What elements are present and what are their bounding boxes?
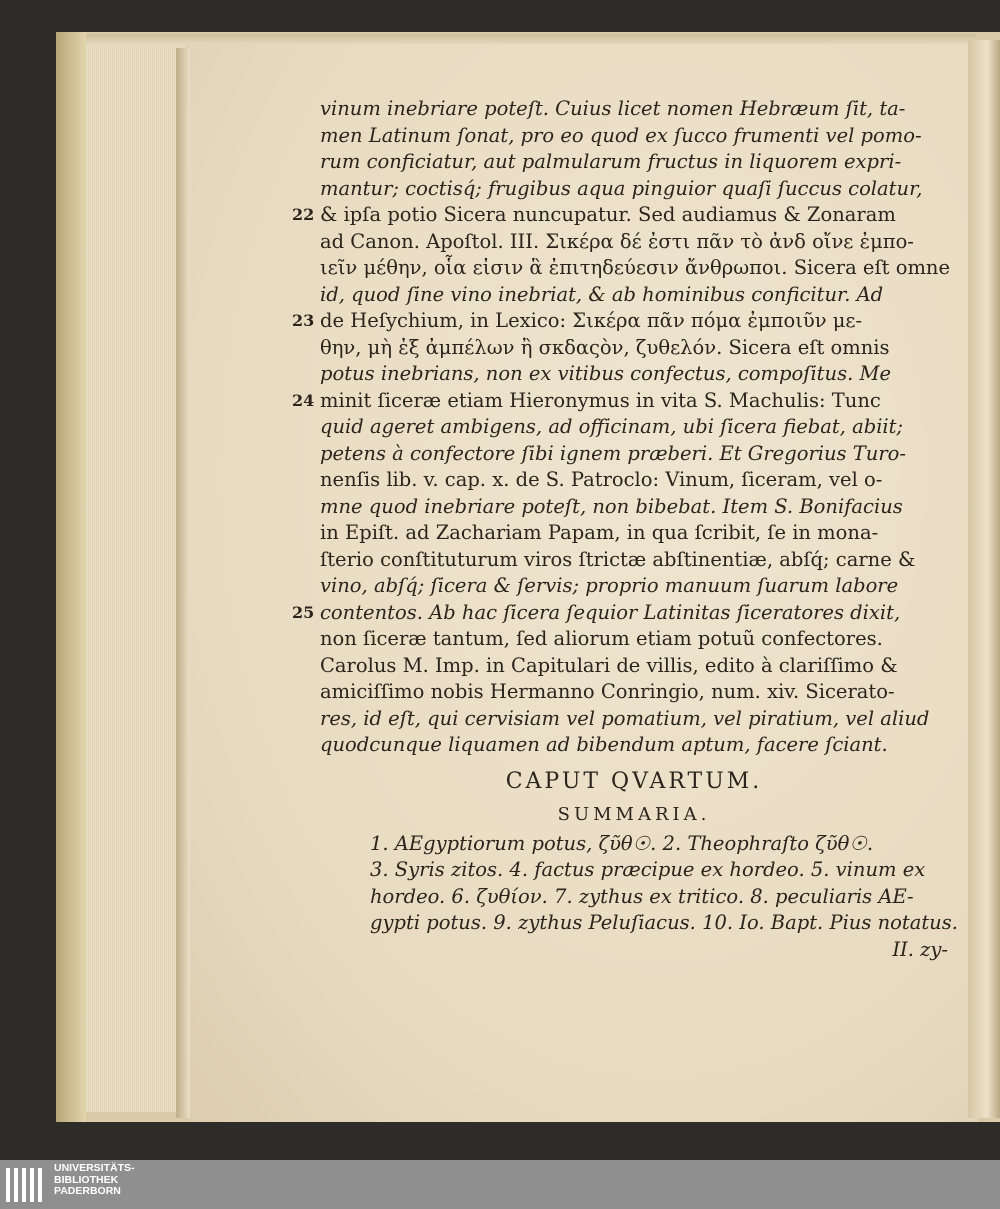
text-line (320, 520, 948, 547)
text-line (320, 176, 948, 203)
right-page-edge (968, 40, 1000, 1118)
line-text: Carolus M. Imp. in Capitulari de villis, edito à clariſſimo & (320, 653, 898, 677)
line-text: vino, abſq́; ſicera & ſervis; proprio manuum ſuarum labore (320, 574, 899, 597)
summary-lines (320, 831, 958, 937)
text-line (320, 414, 948, 441)
text-line (292, 388, 948, 415)
line-text: de Heſychium, in Lexico: Σικέρα πᾶν πόμα ἐμποιῦν με- (320, 309, 863, 332)
text-line (320, 467, 948, 494)
text-line (320, 96, 948, 123)
text-line (320, 229, 948, 256)
cover-edge (56, 32, 86, 1122)
chapter-heading: CAPUT QVARTUM. (505, 768, 763, 794)
summary-line: 1. AEgyptiorum potus, ζῦθ☉. 2. Theophraſto ζῦθ☉. (370, 831, 874, 855)
line-text: vinum inebriare poteſt. Cuius licet nomen Hebræum ſit, ta- (320, 97, 906, 120)
line-text: amiciſſimo nobis Hermanno Conringio, num. xiv. Sicerato- (320, 680, 895, 703)
margin-number: 25 (292, 602, 315, 622)
margin-number: 24 (292, 390, 315, 410)
library-name-line2: BIBLIOTHEK (54, 1173, 119, 1186)
summary-line: gypti potus. 9. zythus Peluſiacus. 10. Io. Bapt. Pius notatus. (370, 911, 958, 934)
text-line (320, 441, 948, 468)
text-line (320, 573, 948, 600)
text-line (320, 361, 948, 388)
page-text (292, 96, 958, 963)
library-name-line3: PADERBORN (54, 1185, 121, 1197)
text-line (320, 679, 948, 706)
line-text: ιεῖν μέθην, οἷα εἰσιν ἃ ἐπιτηδεύεσιν ἄνθρωποι. Sicera eſt omne (320, 256, 951, 279)
line-text: potus inebrians, non ex vitibus confectus, compoſitus. Me (320, 362, 891, 385)
line-text: & ipſa potio Sicera nuncupatur. Sed audiamus & Zonaram (320, 203, 896, 226)
text-line (320, 494, 948, 521)
line-text: petens à confectore ſibi ignem præberi. Et Gregorius Turo- (320, 441, 906, 465)
line-text: in Epiſt. ad Zachariam Papam, in qua ſcribit, ſe in mona- (320, 521, 879, 544)
summary-line: 3. Syris zitos. 4. factus præcipue ex hordeo. 5. vinum ex (370, 858, 926, 881)
library-name-line1: UNIVERSITÄTS- (54, 1162, 135, 1174)
text-line (320, 732, 948, 759)
summary-heading: SUMMARIA. (557, 803, 711, 825)
text-line (320, 653, 948, 680)
line-text: θην, μὴ ἐξ ἀμπέλων ἢ σκδαςὸν, ζυθελόν. Sicera eſt omnis (320, 335, 890, 359)
text-line (292, 600, 948, 627)
summary-line: hordeo. 6. ζυθίον. 7. zythus ex tritico. 8. peculiaris AE- (370, 884, 914, 908)
text-line (320, 335, 948, 362)
line-text: contentos. Ab hac ſicera ſequior Latinitas ſiceratores dixit, (320, 600, 901, 624)
line-text: ſterio conſtituturum viros ſtrictæ abſtinentiæ, abſq́; carne & (320, 547, 916, 571)
body-lines (292, 96, 951, 759)
page-gutter (176, 48, 190, 1118)
library-footer (0, 1160, 1000, 1209)
line-text: nenſis lib. v. cap. x. de S. Patroclo: Vinum, ſiceram, vel o- (320, 468, 883, 491)
text-line (292, 202, 948, 229)
line-text: res, id eſt, qui cervisiam vel pomatium, vel piratium, vel aliud (320, 706, 930, 730)
line-text: non ſiceræ tantum, ſed aliorum etiam potuũ confectores. (320, 627, 883, 650)
line-text: id, quod ſine vino inebriat, & ab hominibus conficitur. Ad (320, 282, 884, 306)
text-line (320, 626, 948, 653)
text-line (320, 282, 948, 309)
line-text: minit ſiceræ etiam Hieronymus in vita S. Machulis: Tunc (320, 388, 881, 412)
line-text: mantur; coctisq́; frugibus aqua pinguior quaſi ſuccus colatur, (320, 176, 923, 200)
page-stack (86, 40, 186, 1112)
line-text: rum conficiatur, aut palmularum fructus in liquorem expri- (320, 150, 902, 173)
line-text: quid ageret ambigens, ad officinam, ubi ſicera fiebat, abiit; (320, 415, 904, 438)
text-line (292, 308, 948, 335)
margin-number: 23 (292, 311, 315, 330)
text-line (320, 149, 948, 176)
library-logo-icon (6, 1168, 46, 1202)
text-line (320, 706, 948, 733)
text-line (320, 123, 948, 150)
text-line (320, 255, 951, 282)
line-text: mne quod inebriare poteſt, non bibebat. Item S. Bonifacius (320, 494, 903, 518)
line-text: men Latinum ſonat, pro eo quod ex ſucco frumenti vel pomo- (320, 123, 922, 147)
margin-number: 22 (292, 205, 315, 224)
library-name (54, 1163, 135, 1198)
line-text: ad Canon. Apoſtol. III. Σικέρα δέ ἐστι πᾶν τὸ ἀνδ οἴνε ἐμπο- (320, 229, 914, 253)
catchword: II. zy- (892, 937, 948, 961)
text-line (320, 547, 948, 574)
line-text: quodcunque liquamen ad bibendum aptum, facere ſciant. (320, 733, 888, 756)
